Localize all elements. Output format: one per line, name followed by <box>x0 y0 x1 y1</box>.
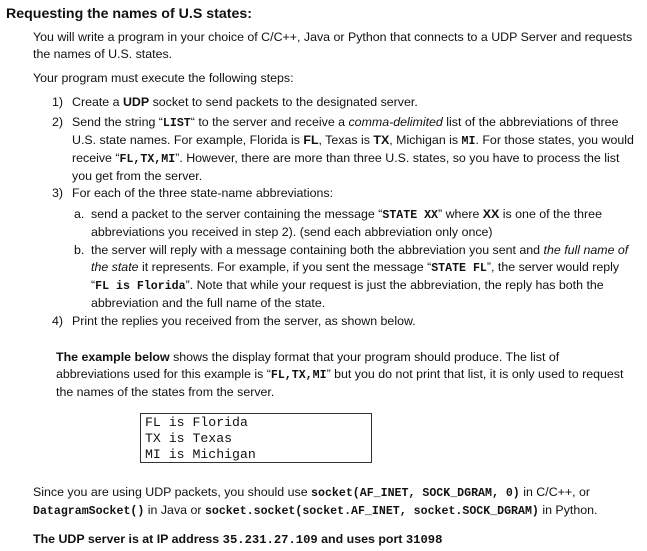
step-2 <box>52 114 637 185</box>
page-title: Requesting the names of U.S states: <box>6 6 252 22</box>
step-3b <box>74 242 634 312</box>
output-line: MI is Michigan <box>145 447 256 462</box>
example-output-box <box>140 413 372 463</box>
step-number: 2) <box>52 115 64 129</box>
output-line: TX is Texas <box>145 431 233 446</box>
step-text: Create a UDP socket to send packets to the designated server. <box>72 95 418 109</box>
step-number: 4) <box>52 314 64 328</box>
server-info: The UDP server is at IP address 35.231.27.109 and uses port 31098 <box>33 532 443 547</box>
sub-step-text: send a packet to the server containing the message “STATE XX” where XX is one of the three abbreviations you received in step 2). (send each abbreviation only once) <box>91 207 602 239</box>
steps-intro: Your program must execute the following steps: <box>33 71 294 85</box>
step-text: Print the replies you received from the server, as shown below. <box>72 314 416 328</box>
step-number: 3) <box>52 186 64 200</box>
output-line: FL is Florida <box>145 415 248 430</box>
step-3a <box>74 206 634 241</box>
step-text: For each of the three state-name abbreviations: <box>72 186 334 200</box>
socket-note: Since you are using UDP packets, you should use socket(AF_INET, SOCK_DGRAM, 0) in C/C++, or DatagramSocket() in Java or socket.socket(socket.AF_INET, socket.SOCK_DGRAM) in Python. <box>33 485 598 518</box>
sub-step-label: a. <box>74 207 85 221</box>
sub-step-text: the server will reply with a message containing both the abbreviation you sent and the full name of the state it represents. For example, if you sent the message “STATE FL”, the server would reply “FL is Florida”. Note that while your request is just the abbreviation, the reply has both the abbreviation and the full name of the state. <box>91 243 629 310</box>
step-3 <box>52 185 637 202</box>
step-4 <box>52 313 637 330</box>
step-1 <box>52 94 637 111</box>
step-text: Send the string “LIST“ to the server and receive a comma-delimited list of the abbreviations of three U.S. state names. For example, Florida is FL, Texas is TX, Michigan is MI. For those states, you would receive “FL,TX,MI”. However, there are more than three U.S. states, so you have to process the list you get from the server. <box>72 115 634 183</box>
sub-step-label: b. <box>74 243 85 257</box>
intro-paragraph: You will write a program in your choice of C/C++, Java or Python that connects to a UDP Server and requests the names of U.S. states. <box>33 30 633 61</box>
step-number: 1) <box>52 95 64 109</box>
example-paragraph: The example below shows the display format that your program should produce. The list of abbreviations used for this example is “FL,TX,MI” but you do not print that list, it is only used to request the names of the states from the server. <box>56 350 624 399</box>
